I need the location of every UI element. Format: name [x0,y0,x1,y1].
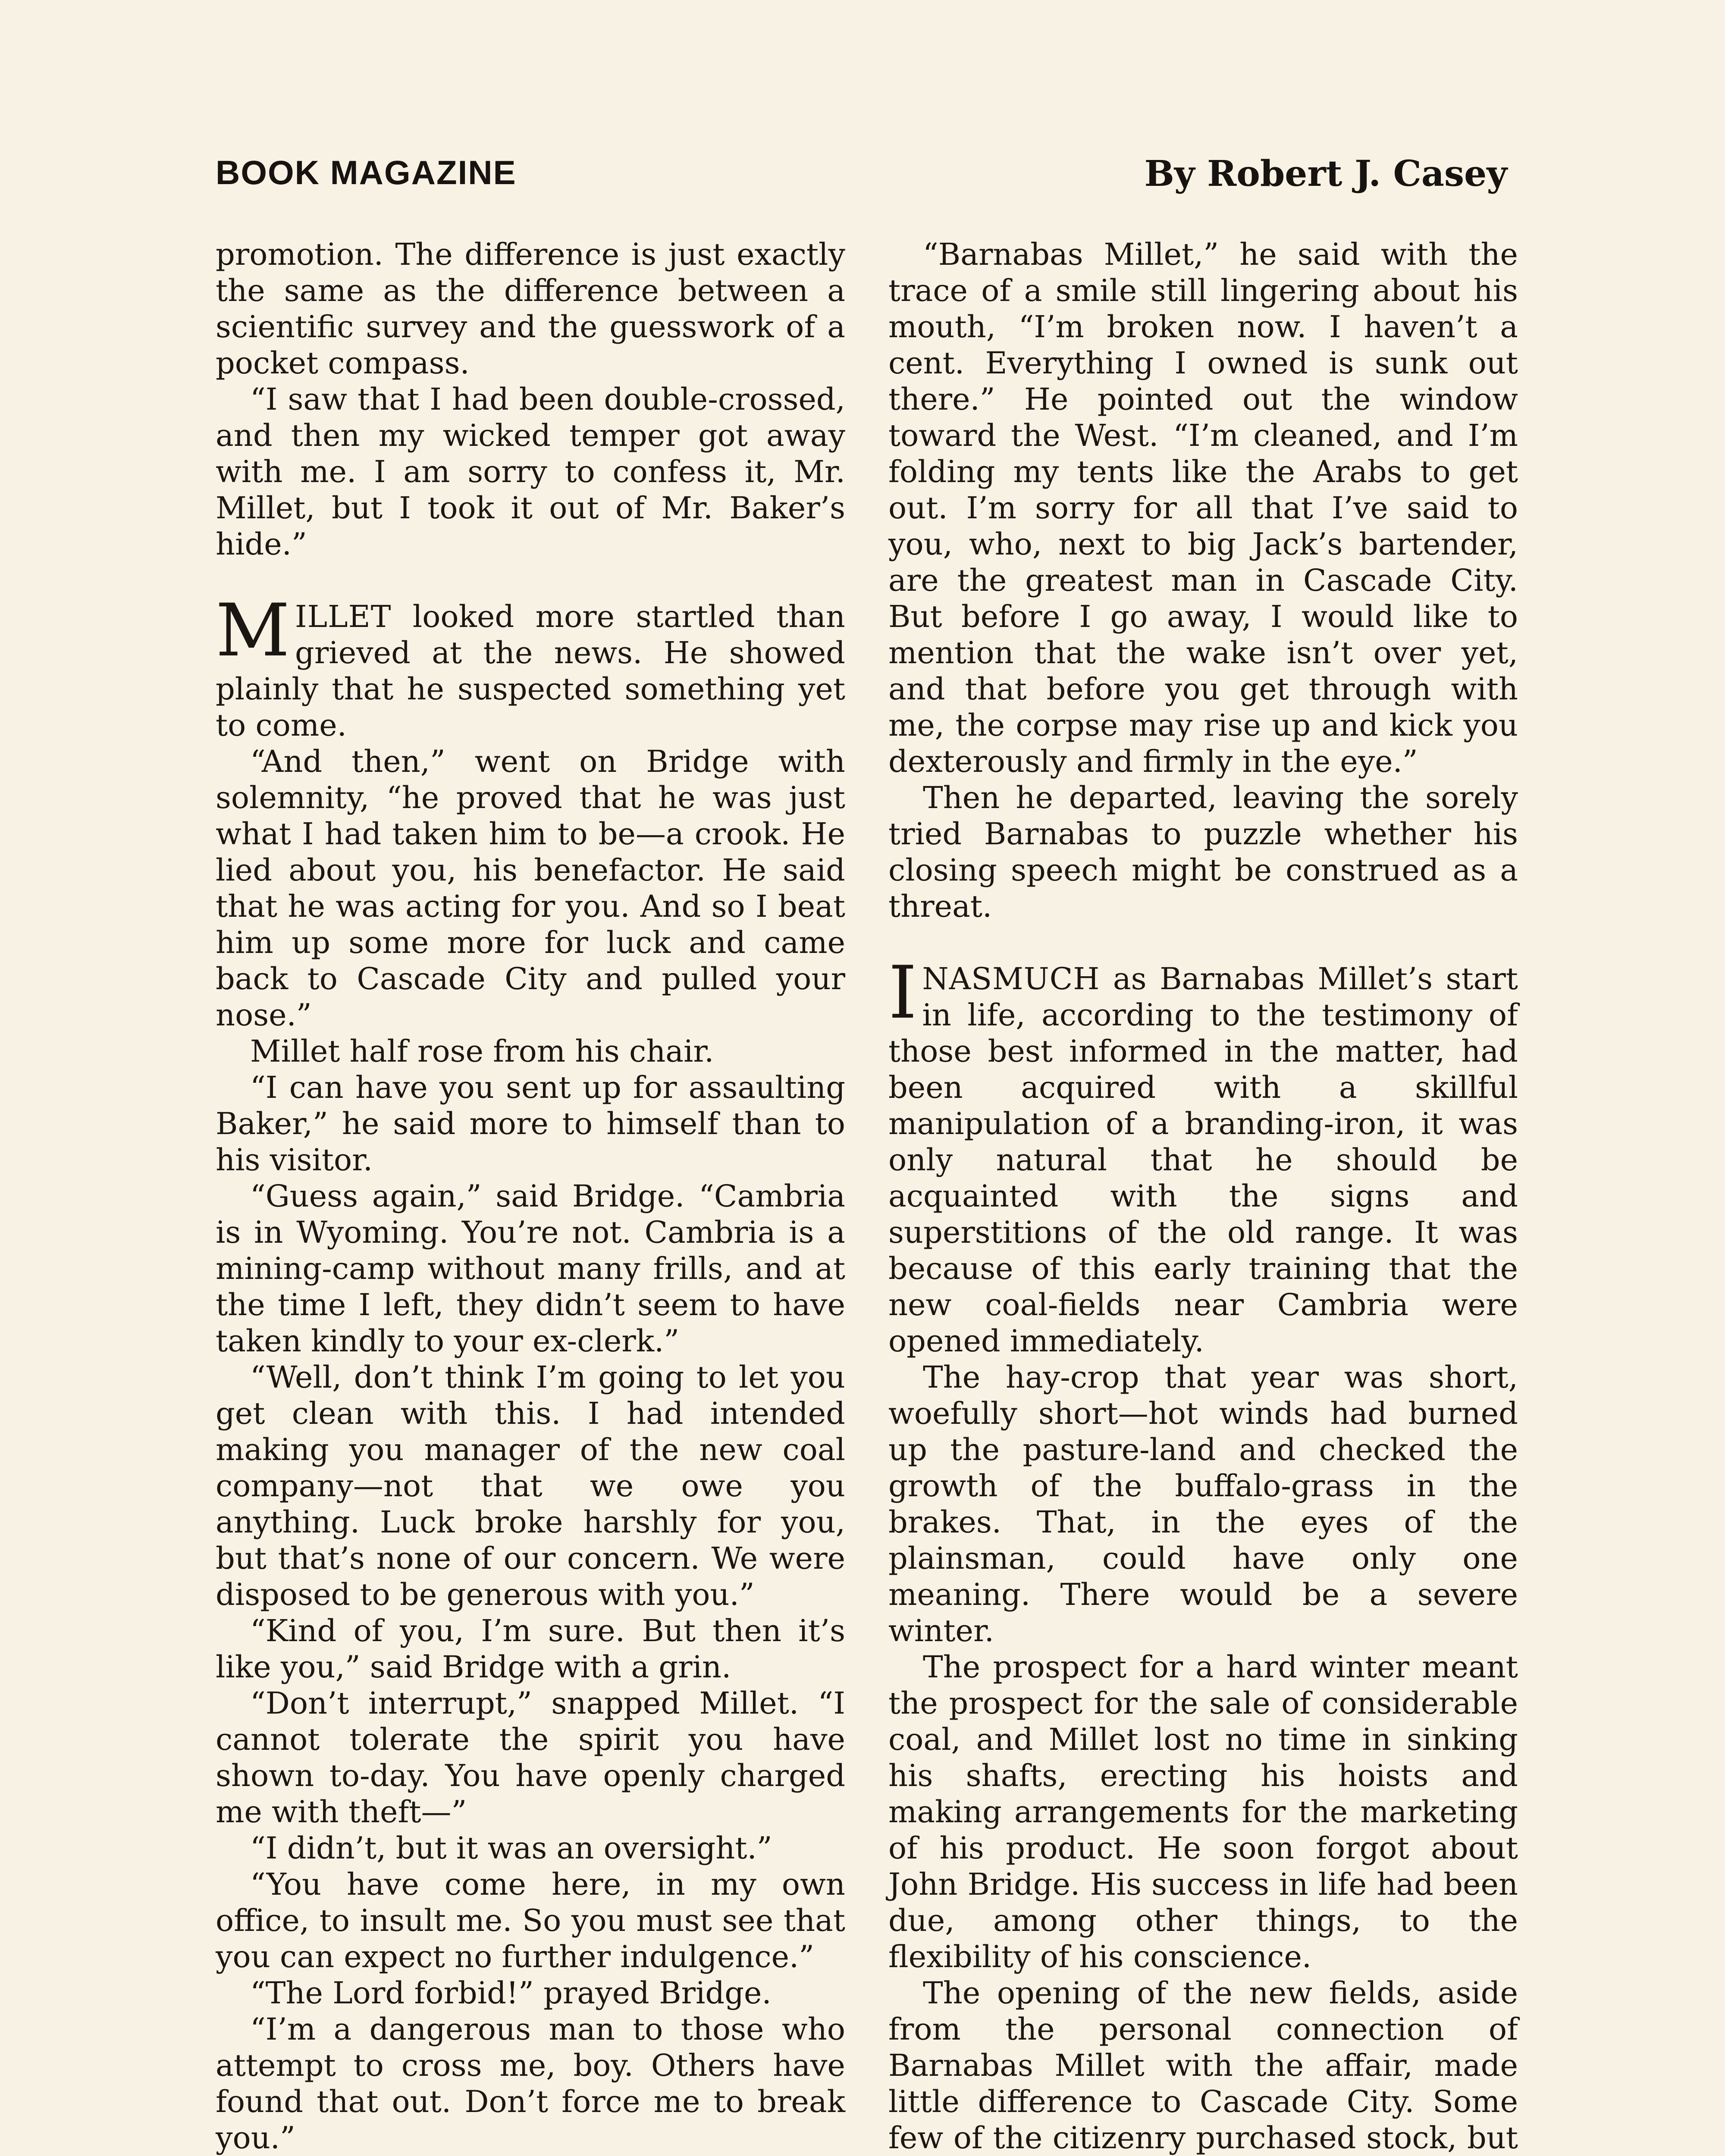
paragraph: “Barnabas Millet,” he said with the trace of a smile still lingering about his mouth, “I’m broken now. I haven’t a cent. Everything I owned is sunk out there.” He pointed out the window toward the West. “I’m cleaned, and I’m folding my tents like the Arabs to get out. I’m sorry for all that I’ve said to you, who, next to big Jack’s bartender, are the greatest man in Cascade City. But before I go away, I would like to mention that the wake isn’t over yet, and that before you get through with me, the corpse may rise up and kick you dexterously and firmly in the eye.” [888,237,1518,779]
paragraph: “I’m a dangerous man to those who attempt to cross me, boy. Others have found that out. Don’t force me to break you.” [216,2012,845,2156]
text-column-left [216,236,845,2156]
paragraph: “I can have you sent up for assaulting Baker,” he said more to himself than to his visitor. [216,1070,845,1178]
paragraph: “Well, don’t think I’m going to let you get clean with this. I had intended making you manager of the new coal company—not that we owe you anything. Luck broke harshly for you, but that’s none of our concern. We were disposed to be generous with you.” [216,1360,845,1612]
paragraph: The hay-crop that year was short, woefully short—hot winds had burned up the pasture-land and checked the growth of the buffalo-grass in the brakes. That, in the eyes of the plainsman, could have only one meaning. There would be a severe winter. [888,1360,1518,1648]
running-head-publication: BOOK MAGAZINE [216,154,517,191]
drop-cap-letter: M [216,588,290,673]
text-column-right [888,236,1518,2156]
paragraph: Millet half rose from his chair. [250,1034,714,1069]
section-opening-paragraph [888,950,1518,1359]
paragraph: The prospect for a hard winter meant the prospect for the sale of considerable coal, and Millet lost no time in sinking his shafts, erecting his hoists and making arrangements for the marketing of his product. He soon forgot about John Bridge. His success in life had been due, among other things, to the flexibility of his conscience. [888,1649,1518,1974]
paragraph: The opening of the new fields, aside from the personal connection of Barnabas Millet with the affair, made little difference to Cascade City. Some few of the citizenry purchased stock, but [888,1975,1518,2156]
section-lead-word: ILLET [295,599,392,634]
paragraph: Then he departed, leaving the sorely tried Barnabas to puzzle whether his closing speech might be construed as a threat. [888,780,1518,924]
section-body-text: as Barnabas Millet’s start in life, according to the testimony of those best informed in the matter, had been acquired with a skillful manipulation of a branding-iron, it was only natural that he should be acquainted with the signs and superstitions of the old range. It was because of this early training that the new coal-fields near Cambria were opened immediately. [888,961,1518,1359]
paragraph: “I saw that I had been double-crossed, and then my wicked temper got away with me. I am sorry to confess it, Mr. Millet, but I took it out of Mr. Baker’s hide.” [216,382,845,562]
paragraph: “Don’t interrupt,” snapped Millet. “I cannot tolerate the spirit you have shown to-day. You have openly charged me with theft—” [216,1686,845,1830]
paragraph: “I didn’t, but it was an oversight.” [250,1830,772,1866]
paragraph: “Guess again,” said Bridge. “Cambria is in Wyoming. You’re not. Cambria is a mining-camp without many frills, and at the time I left, they didn’t seem to have taken kindly to your ex-clerk.” [216,1178,845,1359]
paragraph: “You have come here, in my own office, to insult me. So you must see that you can expect no further indulgence.” [216,1867,845,1974]
paragraph: “The Lord forbid!” prayed Bridge. [250,1975,772,2011]
drop-cap-letter: I [888,950,917,1035]
paragraph: “And then,” went on Bridge with solemnity, “he proved that he was just what I had taken him to be—a crook. He lied about you, his benefactor. He said that he was acting for you. And so I beat him up some more for luck and came back to Cascade City and pulled your nose.” [216,744,845,1033]
section-lead-word: NASMUCH [922,961,1100,997]
section-body-text: looked more startled than grieved at the news. He showed plainly that he suspected something yet to come. [216,599,845,743]
running-head-byline: By Robert J. Casey [1144,153,1507,194]
paragraph: promotion. The difference is just exactly the same as the difference between a scientific survey and the guesswork of a pocket compass. [216,237,845,381]
paragraph: “Kind of you, I’m sure. But then it’s like you,” said Bridge with a grin. [216,1613,845,1685]
section-opening-paragraph [216,588,845,743]
